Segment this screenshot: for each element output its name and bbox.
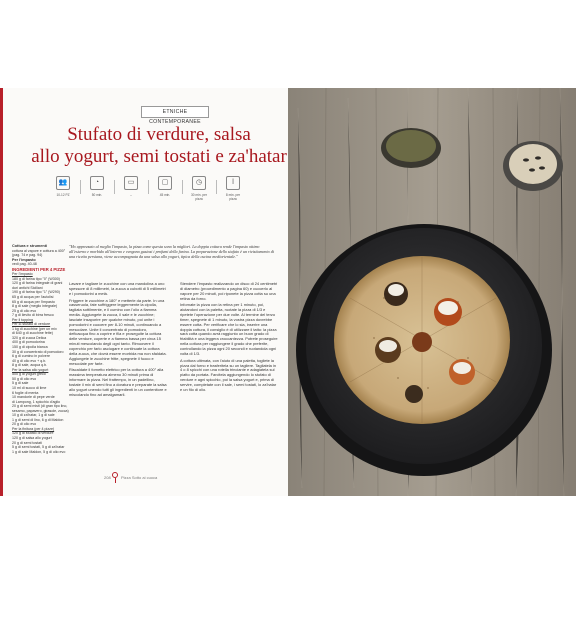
ingredient-line: 30 g di concentrato di pomodoro	[12, 349, 64, 354]
stat-divider	[216, 180, 217, 194]
ingredient-line: Per lo stufato di verdure	[12, 322, 51, 327]
stat-item	[120, 176, 142, 210]
ingredient-line: 20 g di semi tostati	[12, 440, 42, 445]
stat-divider	[148, 180, 149, 194]
ingredient-line: 500 g di yogurt greco	[12, 372, 46, 377]
ingredient-line: 50 g di olio evo	[12, 376, 37, 381]
ingredient-line: 5 g di semi tostati, 5 g di za'hatar	[12, 445, 65, 450]
stat-label: 30 min. per pizza	[191, 193, 207, 201]
ingredient-line: 180 g di farina tipo "0" (W300)	[12, 276, 60, 281]
method-column-1	[69, 282, 167, 399]
ingredient-line: 65 g di acqua per l'impasto	[12, 299, 55, 304]
ingredient-line: 6 g di cumino in polvere	[12, 354, 50, 359]
ingredient-line: di Lampong, 1 spicchio d'aglio	[12, 399, 61, 404]
ingredient-line: 400 g di pomodorina	[12, 340, 45, 345]
book-title: Pizza Sotto ai cuoca	[121, 475, 158, 480]
title-line-2: allo yogurt, semi tostati e za'hatar	[31, 146, 287, 167]
pizza-photo	[288, 88, 576, 496]
title-line-1: Stufato di verdure, salsa	[67, 124, 251, 145]
method-paragraph: Riscaldate il fornetto elettrico per la cottura a 400° alla massima temperatura almeno 30 minuti prima di informare la pizza. Nel frattempo, in un padellino, tostate il mix di semi fino a doratura e preparate la salsa allo yogurt unendo tutti gli ingredienti in un contenitore e miscolando fino ad amalgamarli.	[69, 367, 167, 397]
ingredient-line: 8 g di sale, acqua q.b.	[12, 363, 48, 368]
ingredient-line: 20 g di semi misti (di gran tipo lino,	[12, 404, 68, 409]
ingredient-line: 1 g di sale Maldon, 5 g di olio evo	[12, 449, 66, 454]
ingredient-line: di 640 g di zucchine fette)	[12, 331, 53, 336]
ingredients-heading: INGREDIENTI PER 4 PIZZE	[12, 266, 66, 272]
stat-divider	[80, 180, 81, 194]
ingredient-line: 1 g di semi di lino, 6 g di Maldon	[12, 417, 64, 422]
ingredient-line: 190 g di farina tipo "1" (W290)	[12, 290, 60, 295]
people-icon: 👥	[56, 176, 70, 190]
ingredient-line: 320 g di zucca Delica	[12, 335, 47, 340]
method-column-2	[180, 282, 278, 395]
ingredient-line: 150 g di cipolla bianca	[12, 345, 48, 350]
stat-label: 50 min.	[91, 193, 103, 197]
ingredient-line: 6 foglie di menta	[12, 390, 39, 395]
section-tag: ETNICHE CONTEMPORANEE	[141, 106, 209, 118]
sidebar-heading: Per l'impasto	[12, 257, 36, 262]
peel-logo-icon	[112, 472, 118, 484]
ingredient-line: 25 g di olio evo	[12, 308, 37, 313]
page-number: 208	[104, 475, 111, 480]
ingredients-sidebar	[12, 244, 69, 454]
stat-label: 10-12 PZ	[56, 193, 70, 197]
recipe-title	[30, 124, 288, 168]
ingredient-line: (pag. 74 e pag. 94)	[12, 253, 43, 258]
stat-divider	[114, 180, 115, 194]
ingredient-line: 120 g di stufato di verdure	[12, 431, 54, 436]
ingredient-line: 10 mandorle di pepe verde	[12, 395, 55, 400]
sidebar-heading: Cottura e strumenti	[12, 244, 48, 248]
ingredient-line: 40 g di olio evo + q.b.	[12, 358, 47, 363]
ingredient-line: 5 g di sale	[12, 381, 29, 386]
method-paragraph: Stendere l'impasto realizzando un disco di 24 centimetri di diametro (procedimento a pagina 60) e cuocerlo al vapore per 20 minuti, poi riponete la pizza cotta su una retina da forno.	[180, 281, 278, 301]
method-paragraph: Infornate la pizza con la retina per 1 minuto, poi, aiutandovi con la paletta, ruotate la pizza di 1/3 e ripetete l'operazione per due volte. Al termine del terzo timer, spegnete di 1 minuto, la vostra pizza dovrebbe essere cotta. Per verificare che lo sia, inserire una doppia cottura, il consiglio è di utilizzare il tatto: la pizza sarà cotta quando avrà raggiunto un buon grado di friabilità e una leggera croccantezza. Potrete proseguire nella cottura per raggiungere il grado che preferite, controllando la pizza ogni 20 secondi e ruotandola ogni volta di 1/3.	[180, 302, 278, 356]
clock-icon: ◔	[90, 176, 104, 190]
recipe-stats	[52, 176, 284, 210]
ingredient-line: 10 g di za'hatar, 1 g di sale	[12, 413, 55, 418]
pan-icon: ▭	[124, 176, 138, 190]
ingredient-line: Per il topping	[12, 317, 33, 322]
ingredient-line: 10 ml di succo di lime	[12, 385, 47, 390]
ingredient-line: cottura al vapore e cottura a 400°	[12, 248, 66, 253]
stat-item	[188, 176, 210, 210]
pizza-photo-image	[288, 88, 576, 496]
stat-item	[86, 176, 108, 210]
ingredient-line: 8 g di sale (meglio integrale)	[12, 304, 58, 309]
method-paragraph: Lavare e tagliare le zucchine con una mandolina a uno spessore di 8 millimetri, la zucca a cubotti di 5 millimetri e i pomodorini a metà.	[69, 281, 166, 296]
stat-label: 45 min.	[159, 193, 171, 197]
oven-icon: ▢	[158, 176, 172, 190]
ingredient-line: 65 g di acqua per l'autolisi	[12, 295, 54, 300]
timer-icon: ◷	[192, 176, 206, 190]
ingredient-line: 120 g di salsa allo yogurt	[12, 435, 52, 440]
ingredient-line: 1 kg di zucchine (per un mix	[12, 326, 57, 331]
ingredient-line: Per la salsa allo yogurt	[12, 367, 49, 372]
stat-item	[222, 176, 244, 210]
ingredient-line: Per la finitura (per 4 pizze)	[12, 426, 55, 431]
method-paragraph: A cottura ultimata, con l'aiuto di una paletta, togliete la pizza dal forno e trasferitela su un tagliere. Tagliatela in 4 o 8 spicchi con una rotella trinciante e adagiatela sul piatto da portata. Farcitela aggiungendo lo stufato di verdure e agni spicchio, poi la salsa yogurt e, prima di servire, completate con il sale, i semi tostati, lo za'hatar e un filo di olio.	[180, 357, 277, 392]
ingredient-line: Per l'impasto	[12, 272, 33, 277]
intro-quote: "Ho apprezzato al meglio l'impasto, la pizza come questa sono la migliori. La doppia cottura rende l'impasto ottimo all'esterno e morbido all'interno e vengono gustosi i profumi della farina. La preparazione dello stufato è un rivisitamento di una ricetta persiana, viene accompagnata da una salsa allo yogurt, tipica della cucina mediorientale."	[69, 244, 274, 260]
ingredient-line: vedi pag. 40-48	[12, 262, 37, 267]
stat-item	[154, 176, 176, 210]
ingredient-line: 120 g di farina integrale di grani	[12, 281, 63, 286]
ingredient-line: duri antichi Siciliani	[12, 285, 43, 290]
stat-label: 8 min. per pizza	[225, 193, 241, 201]
stat-item	[52, 176, 74, 210]
ingredient-line: 20 g di olio evo	[12, 422, 37, 427]
method-paragraph: Friggere le zucchine a 180° e metterle da parte. In una casseruola, fate soffriggere leggermente la cipolla, tagliata sottilmente, e il cumino con l'olio a fiamma media. Aggiungete la zucca, il sale e le zucchine; lasciate insaporire per qualche minuto, poi unite i pomodorini e cuocere per 8-10 minuti, continuando a mescolare. Unite il concentrato di pomodoro, deficacqua fino a coprire e fila e proseguite la cottura delle verdure, coperte e a fiamma bassa per circa 15 minuti mescolando degli ogni tanto. Rimuovere il coperchio per farlo asciugare e continuate la cottura della zucca, che dovrà essere morbida ma non sfaldata. Aggiungete le zucchine fritte, spegnete il fuoco e mescolate per farle.	[69, 297, 167, 366]
ingredient-line: sesamo, papavero, girasole, zucca)	[12, 408, 69, 413]
page-edge-bar	[0, 88, 3, 496]
ingredient-line: 7 g di lievito di birra fresco	[12, 313, 54, 318]
thermometer-icon: ǀ	[226, 176, 240, 190]
stat-divider	[182, 180, 183, 194]
stat-label: --	[129, 193, 133, 197]
